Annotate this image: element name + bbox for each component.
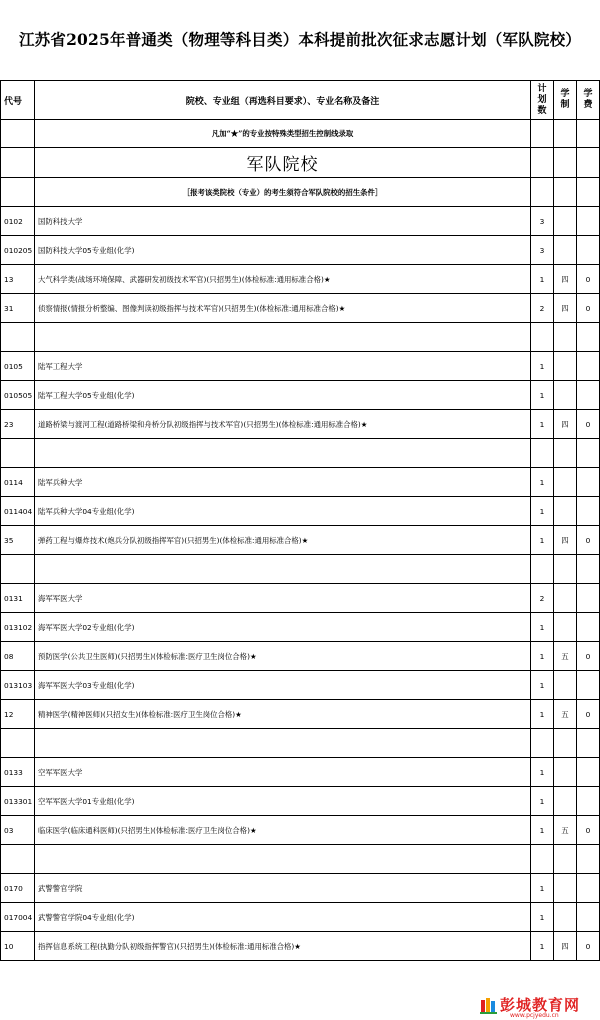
spacer-row [1,555,600,584]
cell-xuezhi [554,729,577,758]
cell-code [1,323,35,352]
cell-code: 0105 [1,352,35,381]
cell-code: 0131 [1,584,35,613]
cell-xuezhi: 四 [554,265,577,294]
cell-code: 011404 [1,497,35,526]
section-code-cell [1,148,35,178]
cell-xuezhi [554,323,577,352]
cell-xuezhi [554,497,577,526]
table-row [1,410,600,439]
cell-name: 大气科学类(战场环境保障、武器研发初级技术军官)(只招男生)(体检标准:通用标准合格)★ [35,265,531,294]
cell-name [35,845,531,874]
cell-name: 海军军医大学03专业组(化学) [35,671,531,700]
cell-xuezhi [554,207,577,236]
cell-name: 预防医学(公共卫生医师)(只招男生)(体检标准:医疗卫生岗位合格)★ [35,642,531,671]
cell-plan [531,323,554,352]
section-fee-cell [577,148,600,178]
cell-xuezhi [554,874,577,903]
cell-xuezhi: 四 [554,932,577,961]
cell-plan [531,729,554,758]
notice-fee-cell [577,120,600,148]
header-xuezhi-text: 学制 [560,89,570,110]
cell-plan: 1 [531,381,554,410]
table-row [1,671,600,700]
cell-name: 武警警官学院04专业组(化学) [35,903,531,932]
table-row [1,758,600,787]
cell-fee [577,352,600,381]
cell-name [35,439,531,468]
cell-xuezhi: 四 [554,526,577,555]
cell-name: 弹药工程与爆炸技术(炮兵分队初级指挥军官)(只招男生)(体检标准:通用标准合格)★ [35,526,531,555]
cell-fee [577,236,600,265]
header-fee [577,81,600,120]
table-row [1,584,600,613]
cell-plan: 1 [531,497,554,526]
cell-fee [577,555,600,584]
table-row [1,265,600,294]
header-plan-text: 计划数 [537,83,547,116]
cell-name: 临床医学(临床通科医师)(只招男生)(体检标准:医疗卫生岗位合格)★ [35,816,531,845]
cell-name: 陆军兵种大学04专业组(化学) [35,497,531,526]
cell-code [1,555,35,584]
table-row [1,526,600,555]
cell-plan: 1 [531,932,554,961]
cell-plan: 2 [531,584,554,613]
cell-fee [577,671,600,700]
cell-plan [531,555,554,584]
cell-fee [577,381,600,410]
watermark-logo [480,994,596,1020]
cell-plan: 1 [531,468,554,497]
requirement-row [1,178,600,207]
cell-fee [577,787,600,816]
cell-plan: 1 [531,410,554,439]
table-row [1,352,600,381]
cell-plan: 2 [531,294,554,323]
table-row [1,903,600,932]
cell-code: 013301 [1,787,35,816]
cell-code [1,439,35,468]
requirement-fee-cell [577,178,600,207]
cell-xuezhi: 四 [554,294,577,323]
cell-fee [577,584,600,613]
notice-row [1,120,600,148]
cell-code [1,729,35,758]
cell-code: 017004 [1,903,35,932]
table-row [1,787,600,816]
spacer-row [1,729,600,758]
cell-fee [577,439,600,468]
cell-code: 0102 [1,207,35,236]
cell-code: 23 [1,410,35,439]
table-row [1,874,600,903]
cell-name [35,323,531,352]
cell-plan: 1 [531,874,554,903]
cell-name: 侦察情报(情报分析整编、图像判读初级指挥与技术军官)(只招男生)(体检标准:通用标准合格)★ [35,294,531,323]
header-name: 院校、专业组（再选科目要求）、专业名称及备注 [35,81,531,120]
cell-xuezhi: 五 [554,642,577,671]
plan-table [0,80,600,961]
cell-fee [577,729,600,758]
cell-xuezhi: 五 [554,816,577,845]
section-xuezhi-cell [554,148,577,178]
cell-fee [577,497,600,526]
header-xuezhi [554,81,577,120]
notice-xuezhi-cell [554,120,577,148]
table-row [1,207,600,236]
watermark-name: 彭城教育网 [500,996,581,1014]
cell-code: 010505 [1,381,35,410]
cell-name: 海军军医大学02专业组(化学) [35,613,531,642]
table-row [1,468,600,497]
table-row [1,816,600,845]
cell-xuezhi [554,381,577,410]
cell-xuezhi [554,468,577,497]
cell-fee [577,903,600,932]
cell-plan: 1 [531,758,554,787]
section-title: 军队院校 [35,148,531,178]
cell-code: 13 [1,265,35,294]
books-icon [480,996,498,1014]
cell-plan: 1 [531,642,554,671]
table-row [1,294,600,323]
cell-code: 010205 [1,236,35,265]
cell-plan: 1 [531,265,554,294]
requirement-plan-cell [531,178,554,207]
cell-plan: 1 [531,816,554,845]
section-plan-cell [531,148,554,178]
spacer-row [1,323,600,352]
cell-fee [577,207,600,236]
cell-fee: 0 [577,700,600,729]
cell-code: 013102 [1,613,35,642]
requirement-code-cell [1,178,35,207]
cell-name: 空军军医大学01专业组(化学) [35,787,531,816]
table-row [1,613,600,642]
cell-code: 0170 [1,874,35,903]
cell-code: 0133 [1,758,35,787]
cell-xuezhi [554,352,577,381]
cell-fee [577,468,600,497]
cell-plan: 1 [531,352,554,381]
cell-plan: 3 [531,236,554,265]
page-title: 江苏省2025年普通类（物理等科目类）本科提前批次征求志愿计划（军队院校） [18,30,582,49]
cell-xuezhi [554,439,577,468]
cell-code: 12 [1,700,35,729]
cell-name: 海军军医大学 [35,584,531,613]
cell-xuezhi: 五 [554,700,577,729]
section-row [1,148,600,178]
table-header [1,81,600,120]
cell-fee: 0 [577,642,600,671]
cell-fee: 0 [577,816,600,845]
cell-xuezhi [554,903,577,932]
cell-code: 0114 [1,468,35,497]
cell-name: 空军军医大学 [35,758,531,787]
cell-plan: 1 [531,526,554,555]
cell-xuezhi: 四 [554,410,577,439]
cell-fee [577,874,600,903]
cell-plan: 1 [531,903,554,932]
cell-name: 国防科技大学 [35,207,531,236]
cell-fee: 0 [577,294,600,323]
watermark-url: www.pcjyedu.cn [510,1012,559,1019]
cell-code [1,845,35,874]
cell-xuezhi [554,671,577,700]
cell-code: 08 [1,642,35,671]
requirement-xuezhi-cell [554,178,577,207]
spacer-row [1,439,600,468]
header-plan [531,81,554,120]
cell-xuezhi [554,845,577,874]
cell-fee [577,845,600,874]
cell-xuezhi [554,613,577,642]
cell-name: 陆军工程大学 [35,352,531,381]
cell-xuezhi [554,584,577,613]
cell-name: 陆军工程大学05专业组(化学) [35,381,531,410]
requirement-text: ［报考该类院校（专业）的考生须符合军队院校的招生条件］ [35,178,531,207]
cell-plan: 3 [531,207,554,236]
cell-plan [531,439,554,468]
cell-code: 03 [1,816,35,845]
cell-plan [531,845,554,874]
cell-fee [577,323,600,352]
header-code: 代号 [1,81,35,120]
cell-code: 10 [1,932,35,961]
cell-fee [577,613,600,642]
header-fee-text: 学费 [583,89,593,110]
cell-plan: 1 [531,613,554,642]
cell-name: 精神医学(精神医师)(只招女生)(体检标准:医疗卫生岗位合格)★ [35,700,531,729]
table-row [1,497,600,526]
cell-xuezhi [554,758,577,787]
cell-name: 指挥信息系统工程(执勤分队初级指挥警官)(只招男生)(体检标准:通用标准合格)★ [35,932,531,961]
cell-code: 31 [1,294,35,323]
cell-fee: 0 [577,265,600,294]
notice-code-cell [1,120,35,148]
cell-fee: 0 [577,932,600,961]
notice-plan-cell [531,120,554,148]
cell-name: 陆军兵种大学 [35,468,531,497]
cell-name: 武警警官学院 [35,874,531,903]
table-row [1,642,600,671]
cell-plan: 1 [531,787,554,816]
notice-text: 凡加“★”的专业按特殊类型招生控制线录取 [35,120,531,148]
cell-name: 道路桥梁与渡河工程(道路桥梁和舟桥分队初级指挥与技术军官)(只招男生)(体检标准:通用标准合格)★ [35,410,531,439]
cell-plan: 1 [531,700,554,729]
cell-code: 35 [1,526,35,555]
cell-name [35,555,531,584]
cell-xuezhi [554,555,577,584]
cell-fee [577,758,600,787]
table-row [1,932,600,961]
cell-name: 国防科技大学05专业组(化学) [35,236,531,265]
table-row [1,700,600,729]
cell-plan: 1 [531,671,554,700]
cell-xuezhi [554,236,577,265]
spacer-row [1,845,600,874]
cell-xuezhi [554,787,577,816]
cell-name [35,729,531,758]
table-row [1,236,600,265]
cell-code: 013103 [1,671,35,700]
table-row [1,381,600,410]
cell-fee: 0 [577,526,600,555]
cell-fee: 0 [577,410,600,439]
